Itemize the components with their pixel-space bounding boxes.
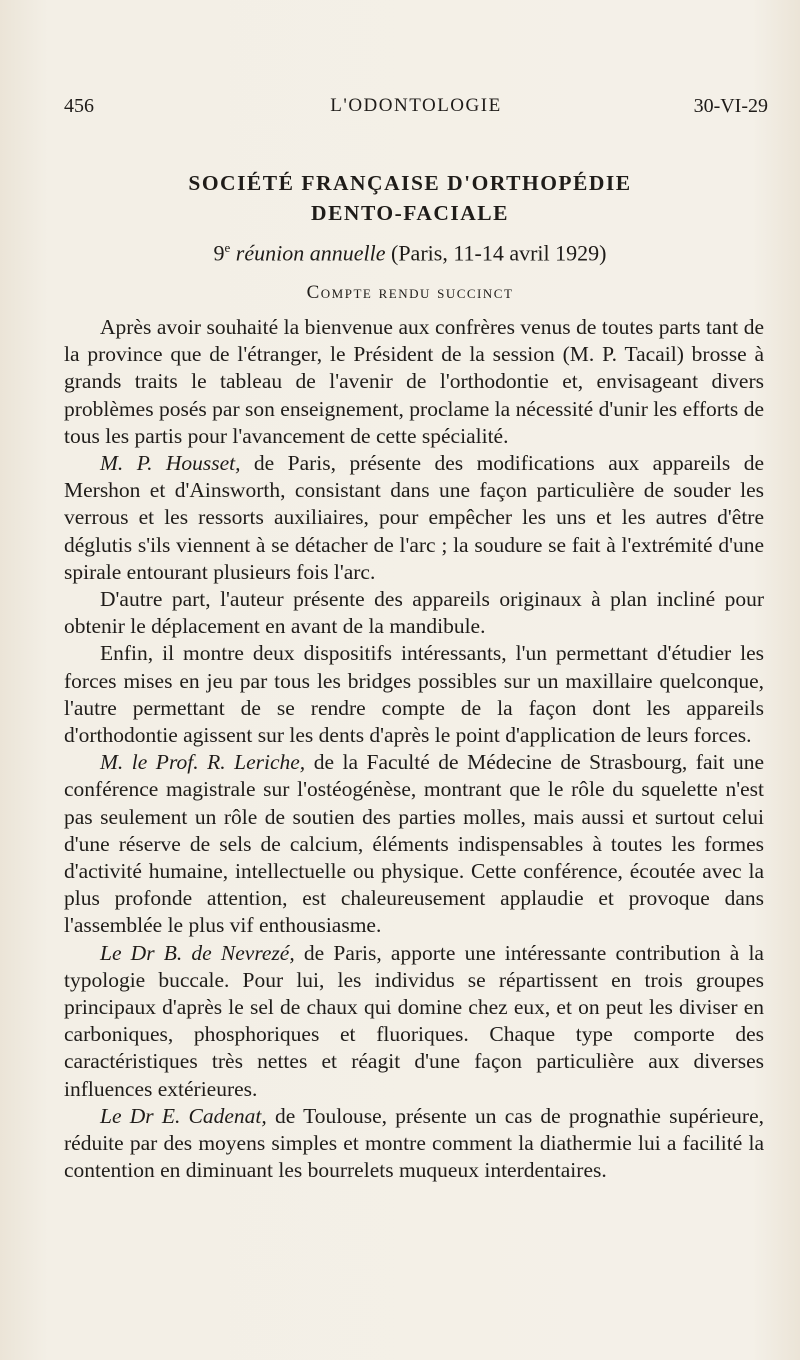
title-line-1: SOCIÉTÉ FRANÇAISE D'ORTHOPÉDIE xyxy=(188,171,632,195)
paragraph: Enfin, il montre deux dispositifs intéressants, l'un permettant d'étudier les forces mises en jeu par tous les bridges possibles sur un maxillaire quelconque, l'autre permettant de se rendre compte de la façon dont les appareils d'orthodontie agissent sur les dents d'après le point d'application de leurs forces. xyxy=(64,641,764,748)
meeting-subtitle xyxy=(60,240,760,266)
section-heading: Compte rendu succinct xyxy=(306,282,514,303)
subtitle-ordinal: 9 xyxy=(213,240,225,266)
paragraph: Le Dr E. Cadenat, de Toulouse, présente un cas de prognathie supérieure, réduite par des moyens simples et montre comment la diathermie lui a facilité la contention en diminuant les bourrelets muqueux interdentaires. xyxy=(64,1103,764,1183)
article-body xyxy=(64,314,764,1185)
article-title xyxy=(60,168,760,228)
subtitle-italic: réunion annuelle xyxy=(235,240,386,266)
speaker-name: M. le Prof. R. Leriche, xyxy=(100,750,306,775)
issue-date: 30-VI-29 xyxy=(693,95,768,117)
speaker-name: Le Dr B. de Nevrezé, xyxy=(100,940,295,965)
page-number: 456 xyxy=(64,95,94,117)
title-line-2: DENTO-FACIALE xyxy=(311,201,509,225)
paragraph: M. P. Housset, de Paris, présente des modifications aux appareils de Mershon et d'Ainsworth, consistant dans une façon particulière de souder les verrous et les ressorts auxiliaires, pour empêcher les uns et les autres d'être déglutis s'ils viennent à se détacher de l'arc ; la soudure se fait à l'extrémité d'une spirale entourant plusieurs fois l'arc. xyxy=(64,451,764,584)
running-header xyxy=(64,95,768,125)
subtitle-place-date: (Paris, 11-14 avril 1929) xyxy=(391,240,607,266)
journal-title: L'ODONTOLOGIE xyxy=(330,95,502,116)
paragraph: Le Dr B. de Nevrezé, de Paris, apporte une intéressante contribution à la typologie buccale. Pour lui, les individus se répartissent en trois groupes principaux d'après le sel de chaux qui domine chez eux, et on peut les diviser en carboniques, phosphoriques et fluoriques. Chaque type comporte des caractéristiques très nettes et réagit d'une façon particulière aux diverses influences extérieures. xyxy=(64,940,764,1101)
speaker-name: Le Dr E. Cadenat, xyxy=(100,1103,267,1128)
paragraph: M. le Prof. R. Leriche, de la Faculté de Médecine de Strasbourg, fait une conférence magistrale sur l'ostéogénèse, montrant que le rôle du squelette n'est pas seulement un rôle de soutien des parties molles, mais aussi et surtout celui d'une réserve de sels de calcium, éléments indispensables à toutes les formes d'activité humaine, intellectuelle ou physique. Cette conférence, écoutée avec la plus profonde attention, est chaleureusement applaudie et provoque dans l'assemblée le plus vif enthousiasme. xyxy=(64,750,764,938)
speaker-name: M. P. Housset, xyxy=(100,451,241,476)
subtitle-ordinal-sup: e xyxy=(224,240,231,255)
paragraph: Après avoir souhaité la bienvenue aux confrères venus de toutes parts tant de la province que de l'étranger, le Président de la session (M. P. Tacail) brosse à grands traits le tableau de l'avenir de l'orthodontie et, envisageant divers problèmes posés par son enseignement, proclame la nécessité d'unir les efforts de tous les partis pour l'avancement de cette spécialité. xyxy=(64,315,764,448)
paragraph: D'autre part, l'auteur présente des appareils originaux à plan incliné pour obtenir le déplacement en avant de la mandibule. xyxy=(64,587,764,639)
